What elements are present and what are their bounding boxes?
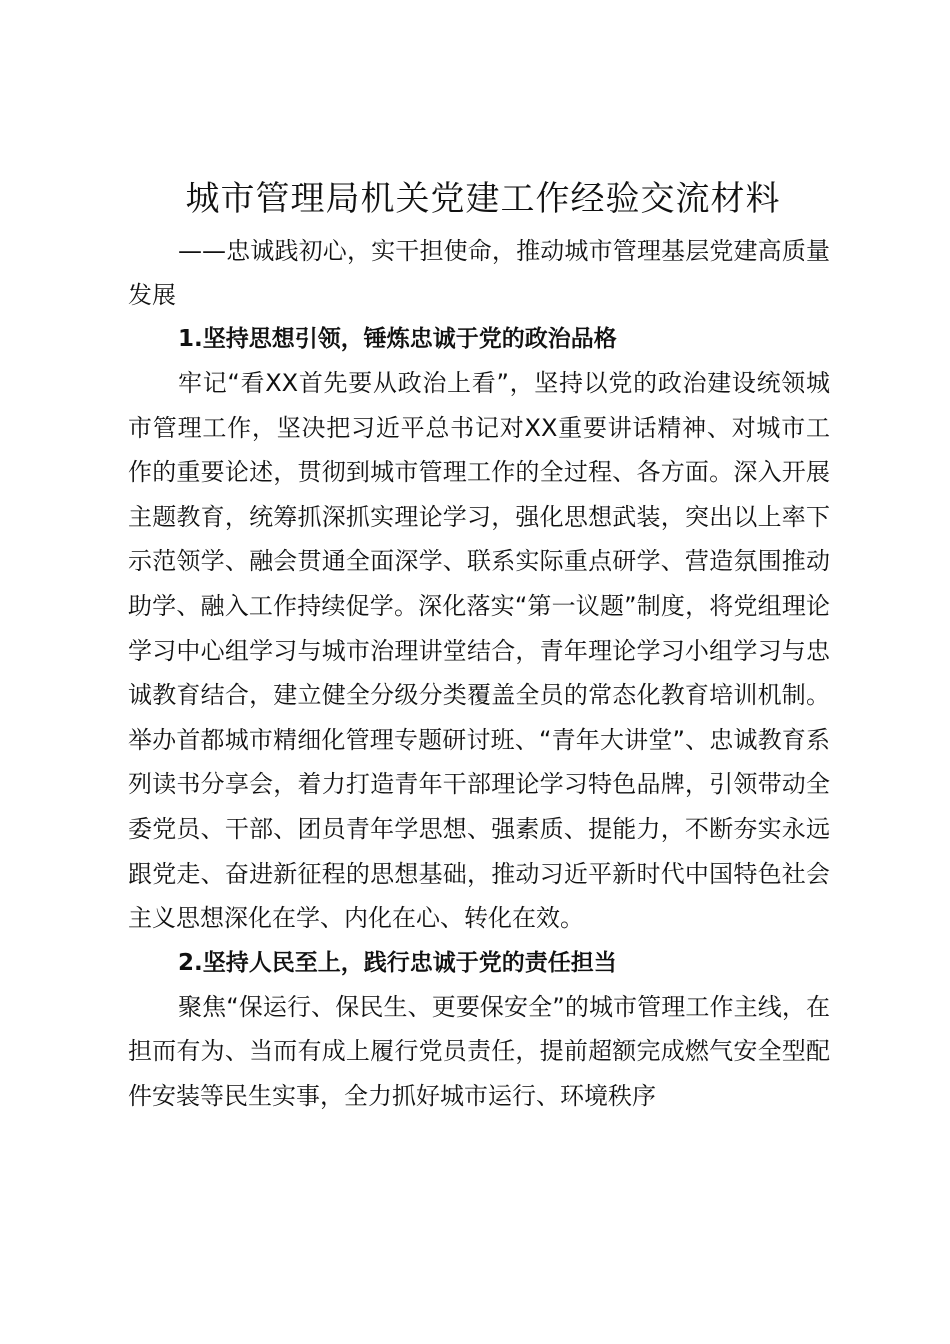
section-body-1: 牢记“看XX首先要从政治上看”，坚持以党的政治建设统领城市管理工作，坚决把习近平总书记对XX重要讲话精神、对城市工作的重要论述，贯彻到城市管理工作的全过程、各方面。深入开展主题教育，统筹抓深抓实理论学习，强化思想武装，突出以上率下示范领学、融会贯通全面深学、联系实际重点研学、营造氛围推动助学、融入工作持续促学。深化落实“第一议题”制度，将党组理论学习中心组学习与城市治理讲堂结合，青年理论学习小组学习与忠诚教育结合，建立健全分级分类覆盖全员的常态化教育培训机制。举办首都城市精细化管理专题研讨班、“青年大讲堂”、忠诚教育系列读书分享会，着力打造青年干部理论学习特色品牌，引领带动全委党员、干部、团员青年学思想、强素质、提能力，不断夯实永远跟党走、奋进新征程的思想基础，推动习近平新时代中国特色社会主义思想深化在学、内化在心、转化在效。	[128, 369, 830, 933]
section-heading-2: 2.坚持人民至上，践行忠诚于党的责任担当	[178, 949, 617, 976]
document-subtitle: ——忠诚践初心，实干担使命，推动城市管理基层党建高质量发展	[128, 237, 830, 309]
document-title: 城市管理局机关党建工作经验交流材料	[185, 179, 781, 219]
section-heading-1: 1.坚持思想引领，锤炼忠诚于党的政治品格	[178, 326, 617, 352]
section-body-2: 聚焦“保运行、保民生、更要保安全”的城市管理工作主线，在担而有为、当而有成上履行党员责任，提前超额完成燃气安全型配件安装等民生实事，全力抓好城市运行、环境秩序	[128, 992, 830, 1110]
